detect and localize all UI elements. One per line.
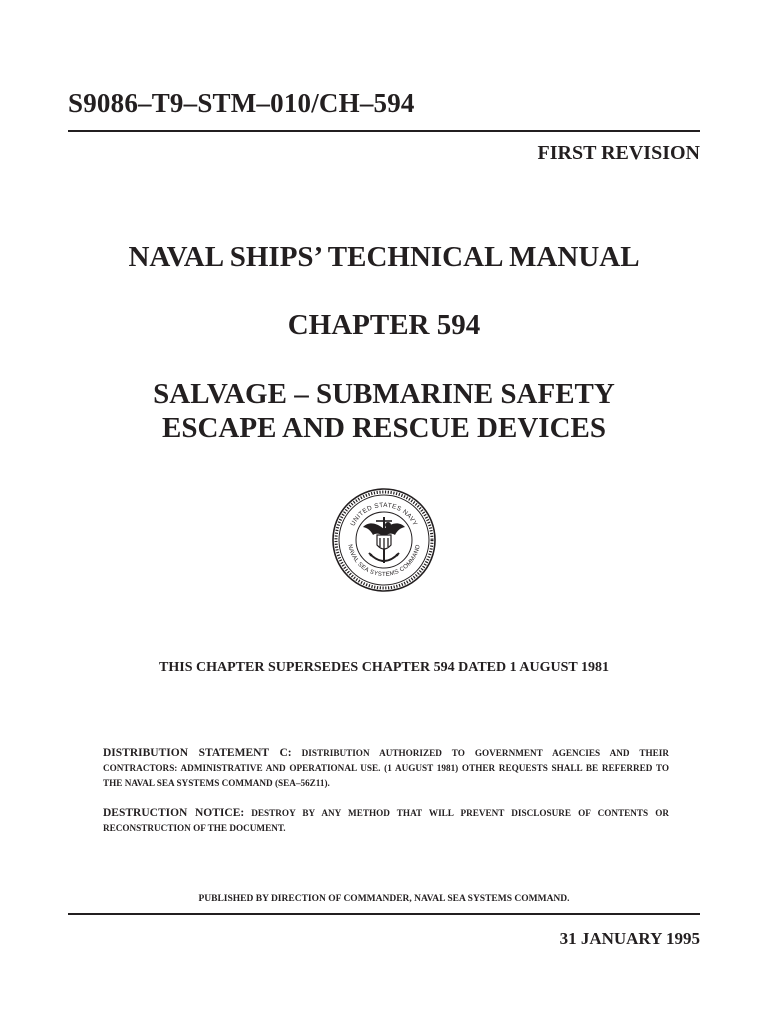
footer-divider xyxy=(68,913,700,915)
manual-title: NAVAL SHIPS’ TECHNICAL MANUAL xyxy=(128,241,640,273)
destruction-text: DESTROY BY ANY METHOD THAT WILL PREVENT DISCLOSURE OF CONTENTS OR RECONSTRUCTION OF THE DOCUMENT. xyxy=(103,808,669,833)
published-by: PUBLISHED BY DIRECTION OF COMMANDER, NAVAL SEA SYSTEMS COMMAND. xyxy=(198,894,570,904)
destruction-label: DESTRUCTION NOTICE: xyxy=(103,807,245,819)
seal-bottom-text: NAVAL SEA SYSTEMS COMMAND xyxy=(346,544,422,579)
navsea-seal-icon xyxy=(331,487,437,593)
publication-date: 31 JANUARY 1995 xyxy=(559,929,700,948)
header-divider xyxy=(68,130,700,132)
supersedes-statement: THIS CHAPTER SUPERSEDES CHAPTER 594 DATED 1 AUGUST 1981 xyxy=(159,660,609,675)
seal-top-text: UNITED STATES NAVY xyxy=(349,501,419,528)
revision-label: FIRST REVISION xyxy=(537,142,700,164)
distribution-text: DISTRIBUTION AUTHORIZED TO GOVERNMENT AGENCIES AND THEIR CONTRACTORS: ADMINISTRATIVE AND OPERATIONAL USE. (1 AUGUST 1981) OTHER REQUESTS SHALL BE REFERRED TO THE NAVAL SEA SYSTEMS COMMAND (SEA–56Z11). xyxy=(103,748,669,788)
document-number: S9086–T9–STM–010/CH–594 xyxy=(68,88,415,118)
chapter-subject xyxy=(0,377,768,445)
subject-line-1: SALVAGE – SUBMARINE SAFETY xyxy=(153,378,615,410)
distribution-statement xyxy=(103,746,669,791)
chapter-title: CHAPTER 594 xyxy=(287,309,481,341)
destruction-notice xyxy=(103,806,669,836)
subject-line-2: ESCAPE AND RESCUE DEVICES xyxy=(162,412,606,444)
distribution-label: DISTRIBUTION STATEMENT C: xyxy=(103,747,292,759)
